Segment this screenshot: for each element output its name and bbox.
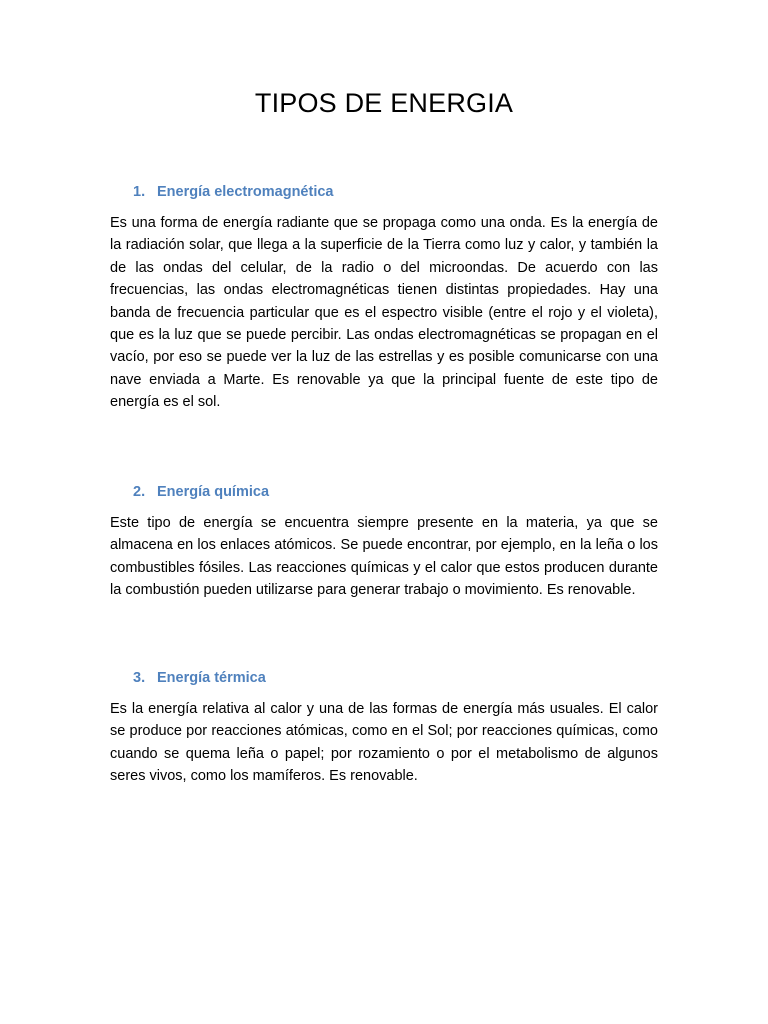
section-heading — [110, 182, 658, 202]
section-heading — [110, 668, 658, 688]
section-thermal-energy — [110, 668, 658, 788]
section-number: 3. — [133, 670, 146, 686]
document-title: TIPOS DE ENERGIA — [254, 88, 514, 118]
section-electromagnetic-energy — [110, 182, 658, 414]
section-heading-text: Energía electromagnética — [157, 184, 334, 200]
section-heading-text: Energía térmica — [157, 670, 266, 686]
section-body: Es una forma de energía radiante que se propaga como una onda. Es la energía de la radiación solar, que llega a la superficie de la Tierra como luz y calor, y también la de las ondas del celular, de la radio o del microondas. De acuerdo con las frecuencias, las ondas electromagnéticas tienen distintas propiedades. Hay una banda de frecuencia particular que es el espectro visible (entre el rojo y el violeta), que es la luz que se puede percibir. Las ondas electromagnéticas se propagan en el vacío, por eso se puede ver la luz de las estrellas y es posible comunicarse con una nave enviada a Marte. Es renovable ya que la principal fuente de este tipo de energía es el sol. — [110, 215, 658, 411]
section-body: Es la energía relativa al calor y una de las formas de energía más usuales. El calor se produce por reacciones atómicas, como en el Sol; por reacciones químicas, como cuando se quema leña o papel; por rozamiento o por el metabolismo de algunos seres vivos, como los mamíferos. Es renovable. — [110, 701, 658, 785]
section-heading — [110, 482, 658, 502]
section-number: 1. — [133, 184, 146, 200]
section-heading-text: Energía química — [157, 484, 270, 500]
section-number: 2. — [133, 484, 146, 500]
section-body: Este tipo de energía se encuentra siempre presente en la materia, ya que se almacena en los enlaces atómicos. Se puede encontrar, por ejemplo, en la leña o los combustibles fósiles. Las reacciones químicas y el calor que estos producen durante la combustión pueden utilizarse para generar trabajo o movimiento. Es renovable. — [110, 515, 658, 599]
section-chemical-energy — [110, 482, 658, 602]
